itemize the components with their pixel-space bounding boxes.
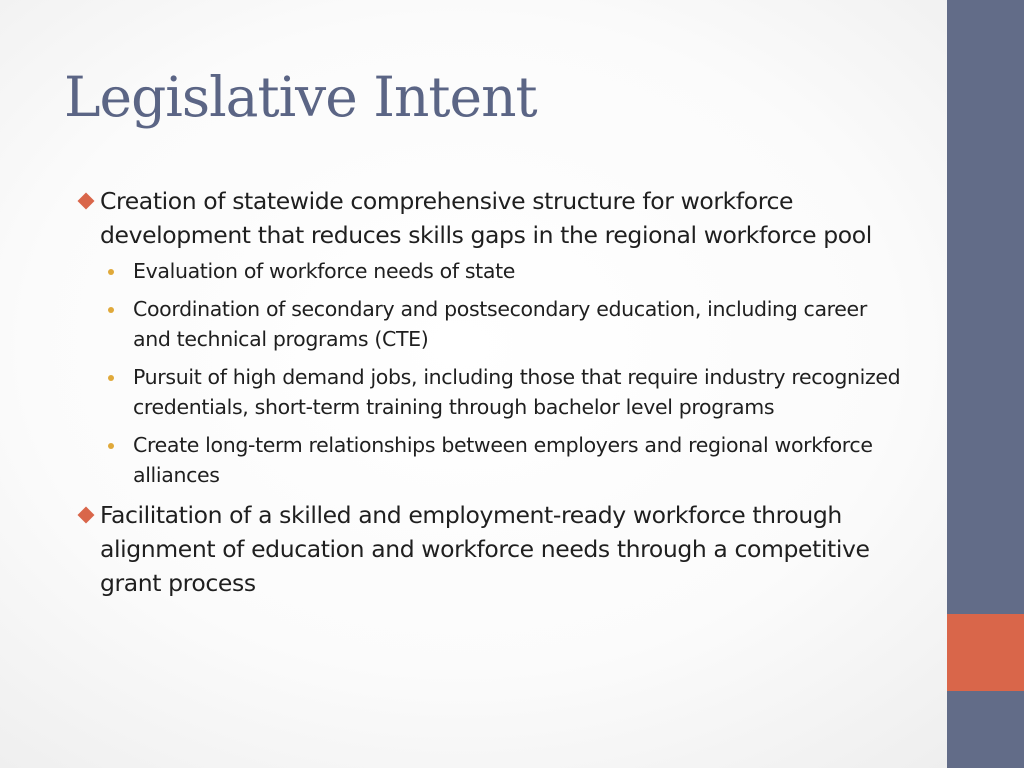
dot-bullet-icon bbox=[108, 443, 114, 449]
slide-content bbox=[78, 184, 908, 600]
diamond-bullet-icon bbox=[78, 193, 95, 210]
dot-bullet-icon bbox=[108, 269, 114, 275]
sub-bullet-1-text: Evaluation of workforce needs of state bbox=[133, 259, 516, 283]
dot-bullet-icon bbox=[108, 307, 114, 313]
sub-bullet-4-text: Create long-term relationships between employers and regional workforce alliances bbox=[133, 432, 873, 487]
bullet-1 bbox=[78, 184, 908, 252]
sub-bullet-2-text: Coordination of secondary and postsecondary education, including career and technical programs (CTE) bbox=[133, 296, 867, 351]
bullet-2 bbox=[78, 498, 908, 600]
sub-bullet-1 bbox=[78, 256, 908, 287]
sub-bullet-3-text: Pursuit of high demand jobs, including those that require industry recognized credentials, short-term training through bachelor level programs bbox=[133, 364, 901, 419]
dot-bullet-icon bbox=[108, 375, 114, 381]
diamond-bullet-icon bbox=[78, 506, 95, 523]
slide-title: Legislative Intent bbox=[64, 65, 537, 129]
side-accent-decoration bbox=[947, 614, 1024, 691]
sub-bullet-2 bbox=[78, 294, 908, 355]
bullet-2-text: Facilitation of a skilled and employment-ready workforce through alignment of education and workforce needs through a competitive grant process bbox=[100, 500, 870, 597]
sub-bullet-4 bbox=[78, 430, 908, 491]
bullet-1-text: Creation of statewide comprehensive structure for workforce development that reduces skills gaps in the regional workforce pool bbox=[100, 187, 872, 249]
bullet-1-sublist bbox=[78, 256, 908, 491]
sub-bullet-3 bbox=[78, 362, 908, 423]
